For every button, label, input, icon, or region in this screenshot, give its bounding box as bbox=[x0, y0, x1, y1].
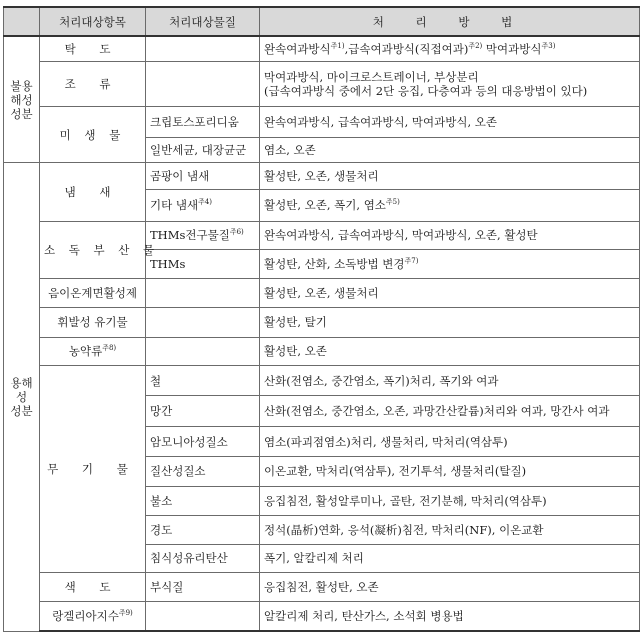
method-cell: 완속여과방식, 급속여과방식, 막여과방식, 오존 bbox=[260, 107, 640, 137]
method-cell bbox=[260, 62, 640, 107]
group-soluble bbox=[4, 162, 40, 631]
substance-manganese: 망간 bbox=[146, 396, 260, 427]
method-cell bbox=[260, 36, 640, 61]
table-row bbox=[4, 337, 640, 365]
method-cell: 산화(전염소, 중간염소, 오존, 과망간산칼륨)처리와 여과, 망간사 여과 bbox=[260, 396, 640, 427]
method-line-2: (급속여과방식 중에서 2단 응집, 다층여과 등의 대응방법이 있다) bbox=[264, 84, 588, 99]
group-insoluble-word3: 성분 bbox=[10, 106, 33, 121]
group-soluble-word1: 용해 bbox=[10, 375, 33, 390]
table-row bbox=[4, 36, 640, 61]
method-text-c: 막여과방식 bbox=[482, 42, 542, 57]
table-row bbox=[4, 308, 640, 337]
substance-humic: 부식질 bbox=[146, 572, 260, 601]
header-category bbox=[4, 7, 40, 36]
group-insoluble-word1: 불용 bbox=[10, 78, 33, 93]
method-cell bbox=[260, 190, 640, 221]
substance-empty bbox=[146, 308, 260, 337]
method-text: 활성탄, 산화, 소독방법 변경 bbox=[264, 256, 405, 271]
substance-ammonia-nitrogen: 암모니아성질소 bbox=[146, 427, 260, 456]
method-text-b: ,급속여과방식(직접여과) bbox=[344, 42, 469, 57]
method-cell: 산화(전염소, 중간염소, 폭기)처리, 폭기와 여과 bbox=[260, 365, 640, 395]
footnote-5: 주5) bbox=[385, 198, 400, 207]
method-line-1: 막여과방식, 마이크로스트레이너, 부상분리 bbox=[264, 70, 479, 85]
method-cell: 염소(파괴점염소)처리, 생물처리, 막처리(역삼투) bbox=[260, 427, 640, 456]
footnote-9: 주9) bbox=[118, 609, 133, 618]
footnote-6: 주6) bbox=[229, 228, 244, 237]
method-cell: 응집침전, 활성알루미나, 골탄, 전기분해, 막처리(역삼투) bbox=[260, 487, 640, 516]
method-text: 완속여과방식 bbox=[264, 42, 331, 57]
substance-empty bbox=[146, 279, 260, 308]
footnote-7: 주7) bbox=[404, 257, 419, 266]
item-inorganics: 무 기 물 bbox=[40, 365, 146, 572]
item-microorganism: 미 생 물 bbox=[40, 107, 146, 163]
item-anionic-surfactant: 음이온계면활성제 bbox=[40, 279, 146, 308]
substance-iron: 철 bbox=[146, 365, 260, 395]
substance-thms: THMs bbox=[146, 249, 260, 278]
method-cell: 알칼리제 처리, 탄산가스, 소석회 병용법 bbox=[260, 602, 640, 631]
table-row bbox=[4, 62, 640, 107]
group-insoluble-word2: 해성 bbox=[10, 92, 33, 107]
method-cell: 응집침전, 활성탄, 오존 bbox=[260, 572, 640, 601]
header-item: 처리대상항목 bbox=[40, 7, 146, 36]
table-row bbox=[4, 162, 640, 189]
substance-other-odor bbox=[146, 190, 260, 221]
table-row bbox=[4, 365, 640, 395]
item-text: 랑겔리아지수 bbox=[52, 609, 119, 624]
method-cell: 활성탄, 오존 bbox=[260, 337, 640, 365]
method-cell: 염소, 오존 bbox=[260, 137, 640, 162]
substance-cryptosporidium: 크립토스포리디움 bbox=[146, 107, 260, 137]
footnote-8: 주8) bbox=[102, 344, 117, 353]
method-cell: 완속여과방식, 급속여과방식, 막여과방식, 오존, 활성탄 bbox=[260, 221, 640, 249]
item-color: 색 도 bbox=[40, 572, 146, 601]
table-header-row bbox=[4, 7, 640, 36]
table-row bbox=[4, 279, 640, 308]
method-cell: 활성탄, 오존, 생물처리 bbox=[260, 162, 640, 189]
method-text: 활성탄, 오존, 폭기, 염소 bbox=[264, 198, 386, 213]
substance-aggressive-co2: 침식성유리탄산 bbox=[146, 544, 260, 572]
header-substance: 처리대상물질 bbox=[146, 7, 260, 36]
method-cell: 활성탄, 오존, 생물처리 bbox=[260, 279, 640, 308]
substance-mold-odor: 곰팡이 냄새 bbox=[146, 162, 260, 189]
substance-bacteria: 일반세균, 대장균군 bbox=[146, 137, 260, 162]
method-cell: 이온교환, 막처리(역삼투), 전기투석, 생물처리(탈질) bbox=[260, 456, 640, 486]
item-volatile-organics: 휘발성 유기물 bbox=[40, 308, 146, 337]
footnote-4: 주4) bbox=[198, 198, 213, 207]
header-method: 처 리 방 법 bbox=[260, 7, 640, 36]
footnote-2: 주2) bbox=[468, 42, 483, 51]
method-cell: 활성탄, 탈기 bbox=[260, 308, 640, 337]
substance-empty bbox=[146, 337, 260, 365]
substance-thm-precursor bbox=[146, 221, 260, 249]
treatment-methods-table bbox=[3, 6, 640, 632]
substance-empty bbox=[146, 36, 260, 61]
substance-empty bbox=[146, 62, 260, 107]
item-odor: 냄 새 bbox=[40, 162, 146, 221]
item-turbidity: 탁 도 bbox=[40, 36, 146, 61]
item-langelier-index bbox=[40, 602, 146, 631]
item-text: 농약류 bbox=[68, 344, 103, 359]
footnote-1: 주1) bbox=[330, 42, 345, 51]
item-disinfection-byproducts: 소 독 부 산 물 bbox=[40, 221, 146, 279]
substance-text: THMs전구물질 bbox=[150, 228, 230, 243]
footnote-3: 주3) bbox=[541, 42, 556, 51]
substance-text: 기타 냄새 bbox=[150, 198, 199, 213]
group-insoluble bbox=[4, 36, 40, 162]
substance-nitrate-nitrogen: 질산성질소 bbox=[146, 456, 260, 486]
item-algae: 조 류 bbox=[40, 62, 146, 107]
substance-fluoride: 불소 bbox=[146, 487, 260, 516]
group-soluble-word3: 성분 bbox=[10, 403, 33, 418]
method-cell bbox=[260, 249, 640, 278]
substance-empty bbox=[146, 602, 260, 631]
method-cell: 폭기, 알칼리제 처리 bbox=[260, 544, 640, 572]
substance-hardness: 경도 bbox=[146, 516, 260, 544]
table-row bbox=[4, 221, 640, 249]
table-row bbox=[4, 602, 640, 631]
method-cell: 정석(晶析)연화, 응석(凝析)침전, 막처리(NF), 이온교환 bbox=[260, 516, 640, 544]
group-soluble-word2: 성 bbox=[15, 389, 28, 404]
item-pesticides bbox=[40, 337, 146, 365]
table-row bbox=[4, 572, 640, 601]
table-row bbox=[4, 107, 640, 137]
